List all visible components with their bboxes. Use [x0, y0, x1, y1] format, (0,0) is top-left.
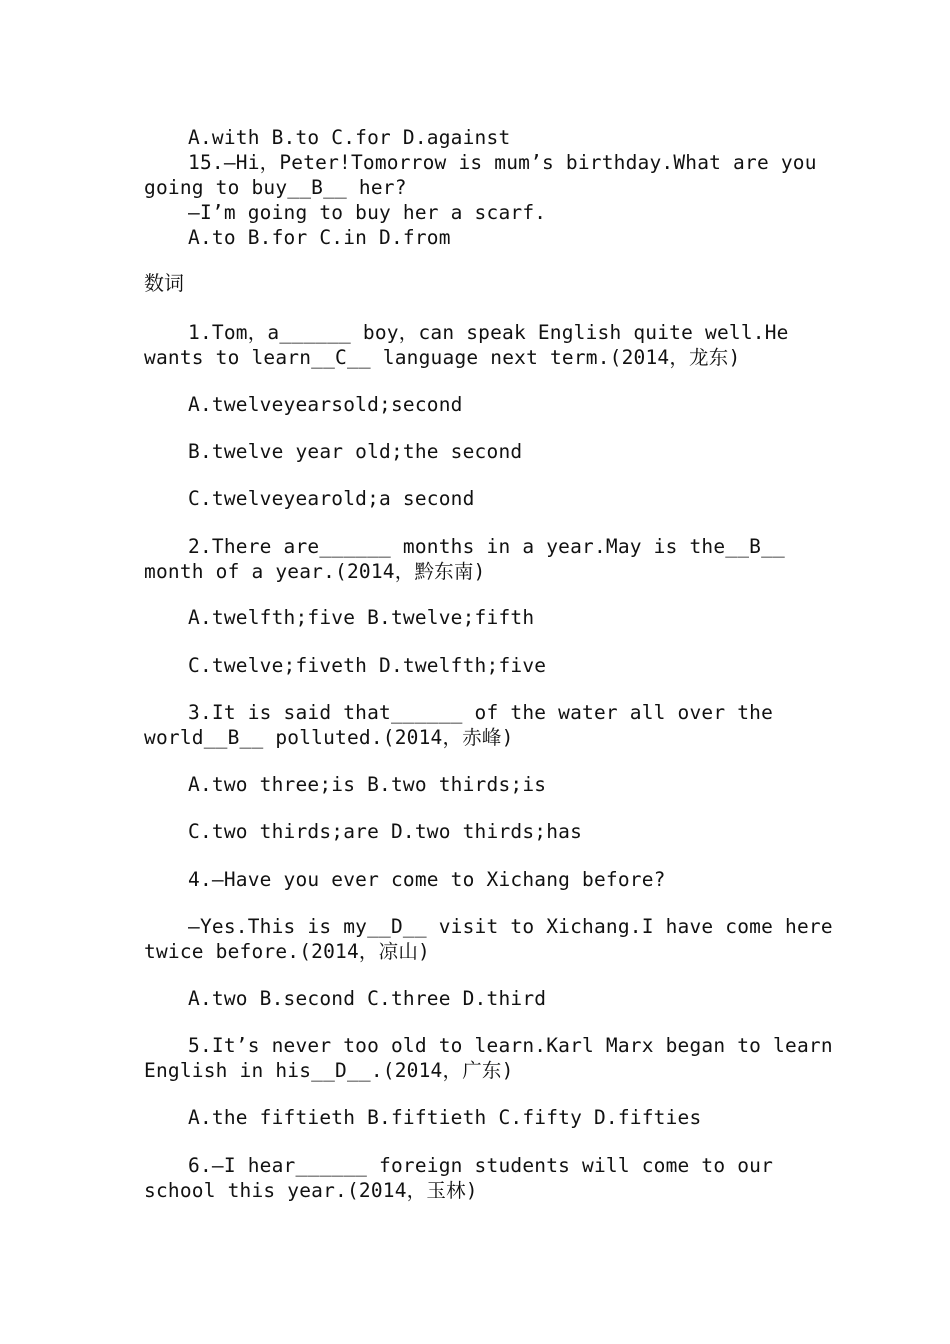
question-4-reply2: twice before.(2014，凉山) — [144, 940, 430, 963]
question-1-line2: wants to learn__C__ language next term.(2014，龙东) — [144, 346, 741, 369]
section-title: 数词 — [144, 271, 184, 295]
question-2-line1: 2.There are______ months in a year.May is the__B__ — [188, 535, 785, 558]
question-1-option-a: A.twelveyearsold;second — [188, 393, 463, 416]
question-4-options: A.two B.second C.three D.third — [188, 987, 547, 1010]
question-1-line1: 1.Tom，a______ boy，can speak English quite well.He — [188, 321, 789, 344]
q15-reply: —I’m going to buy her a scarf. — [188, 201, 547, 224]
question-5-options: A.the fiftieth B.fiftieth C.fifty D.fifties — [188, 1106, 702, 1129]
question-2-line2: month of a year.(2014，黔东南) — [144, 560, 486, 583]
question-1-option-b: B.twelve year old;the second — [188, 440, 523, 463]
question-5-line1: 5.It’s never too old to learn.Karl Marx began to learn — [188, 1034, 833, 1057]
question-6-line2: school this year.(2014，玉林) — [144, 1179, 478, 1202]
question-5-line2: English in his__D__.(2014，广东) — [144, 1059, 514, 1082]
question-3-options-1: A.two three;is B.two thirds;is — [188, 773, 547, 796]
question-3-line2: world__B__ polluted.(2014，赤峰) — [144, 726, 514, 749]
question-1-option-c: C.twelveyearold;a second — [188, 487, 475, 510]
question-6-line1: 6.—I hear______ foreign students will come to our — [188, 1154, 774, 1177]
question-4-line1: 4.—Have you ever come to Xichang before? — [188, 868, 666, 891]
question-4-reply1: —Yes.This is my__D__ visit to Xichang.I have come here — [188, 915, 833, 938]
question-2-options-2: C.twelve;fiveth D.twelfth;five — [188, 654, 547, 677]
question-3-line1: 3.It is said that______ of the water all over the — [188, 701, 774, 724]
q14-options: A.with B.to C.for D.against — [188, 126, 511, 149]
q15-options: A.to B.for C.in D.from — [188, 226, 451, 249]
q15-line1: 15.—Hi，Peter!Tomorrow is mum’s birthday.What are you — [188, 151, 817, 174]
question-2-options-1: A.twelfth;five B.twelve;fifth — [188, 606, 535, 629]
q15-line2: going to buy__B__ her? — [144, 176, 407, 199]
question-3-options-2: C.two thirds;are D.two thirds;has — [188, 820, 583, 843]
